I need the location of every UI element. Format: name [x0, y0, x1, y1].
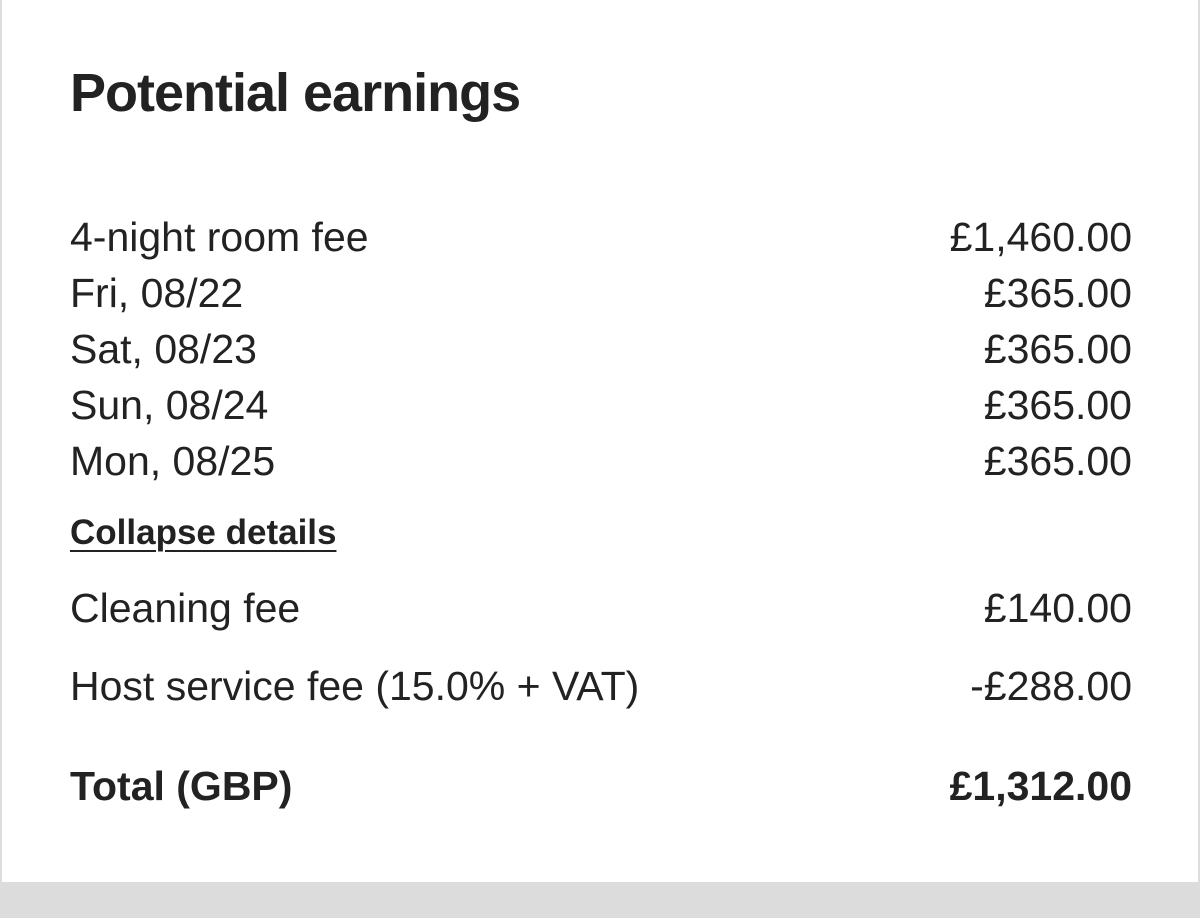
collapse-details-link[interactable]: Collapse details	[70, 513, 337, 552]
total-row	[70, 758, 1132, 814]
host-service-fee-amount: -£288.00	[970, 663, 1132, 709]
night-amount: £365.00	[983, 270, 1132, 316]
host-service-fee-row	[70, 658, 1132, 714]
night-date: Fri, 08/22	[70, 270, 244, 316]
night-amount: £365.00	[983, 382, 1132, 428]
host-service-fee-label: Host service fee (15.0% + VAT)	[70, 663, 640, 709]
room-fee-label: 4-night room fee	[70, 214, 369, 260]
room-fee-row	[70, 209, 1132, 265]
night-amount: £365.00	[983, 438, 1132, 484]
cleaning-fee-amount: £140.00	[983, 585, 1132, 631]
night-date: Mon, 08/25	[70, 438, 276, 484]
night-date: Sat, 08/23	[70, 326, 257, 372]
night-row	[70, 377, 1132, 433]
page-title: Potential earnings	[70, 63, 521, 123]
night-row	[70, 433, 1132, 489]
night-row	[70, 321, 1132, 377]
total-label: Total (GBP)	[70, 763, 293, 809]
night-date: Sun, 08/24	[70, 382, 269, 428]
cleaning-fee-row	[70, 580, 1132, 636]
bottom-divider	[0, 882, 1200, 918]
room-fee-amount: £1,460.00	[949, 214, 1132, 260]
cleaning-fee-label: Cleaning fee	[70, 585, 301, 631]
night-row	[70, 265, 1132, 321]
total-amount: £1,312.00	[949, 763, 1132, 809]
night-amount: £365.00	[983, 326, 1132, 372]
